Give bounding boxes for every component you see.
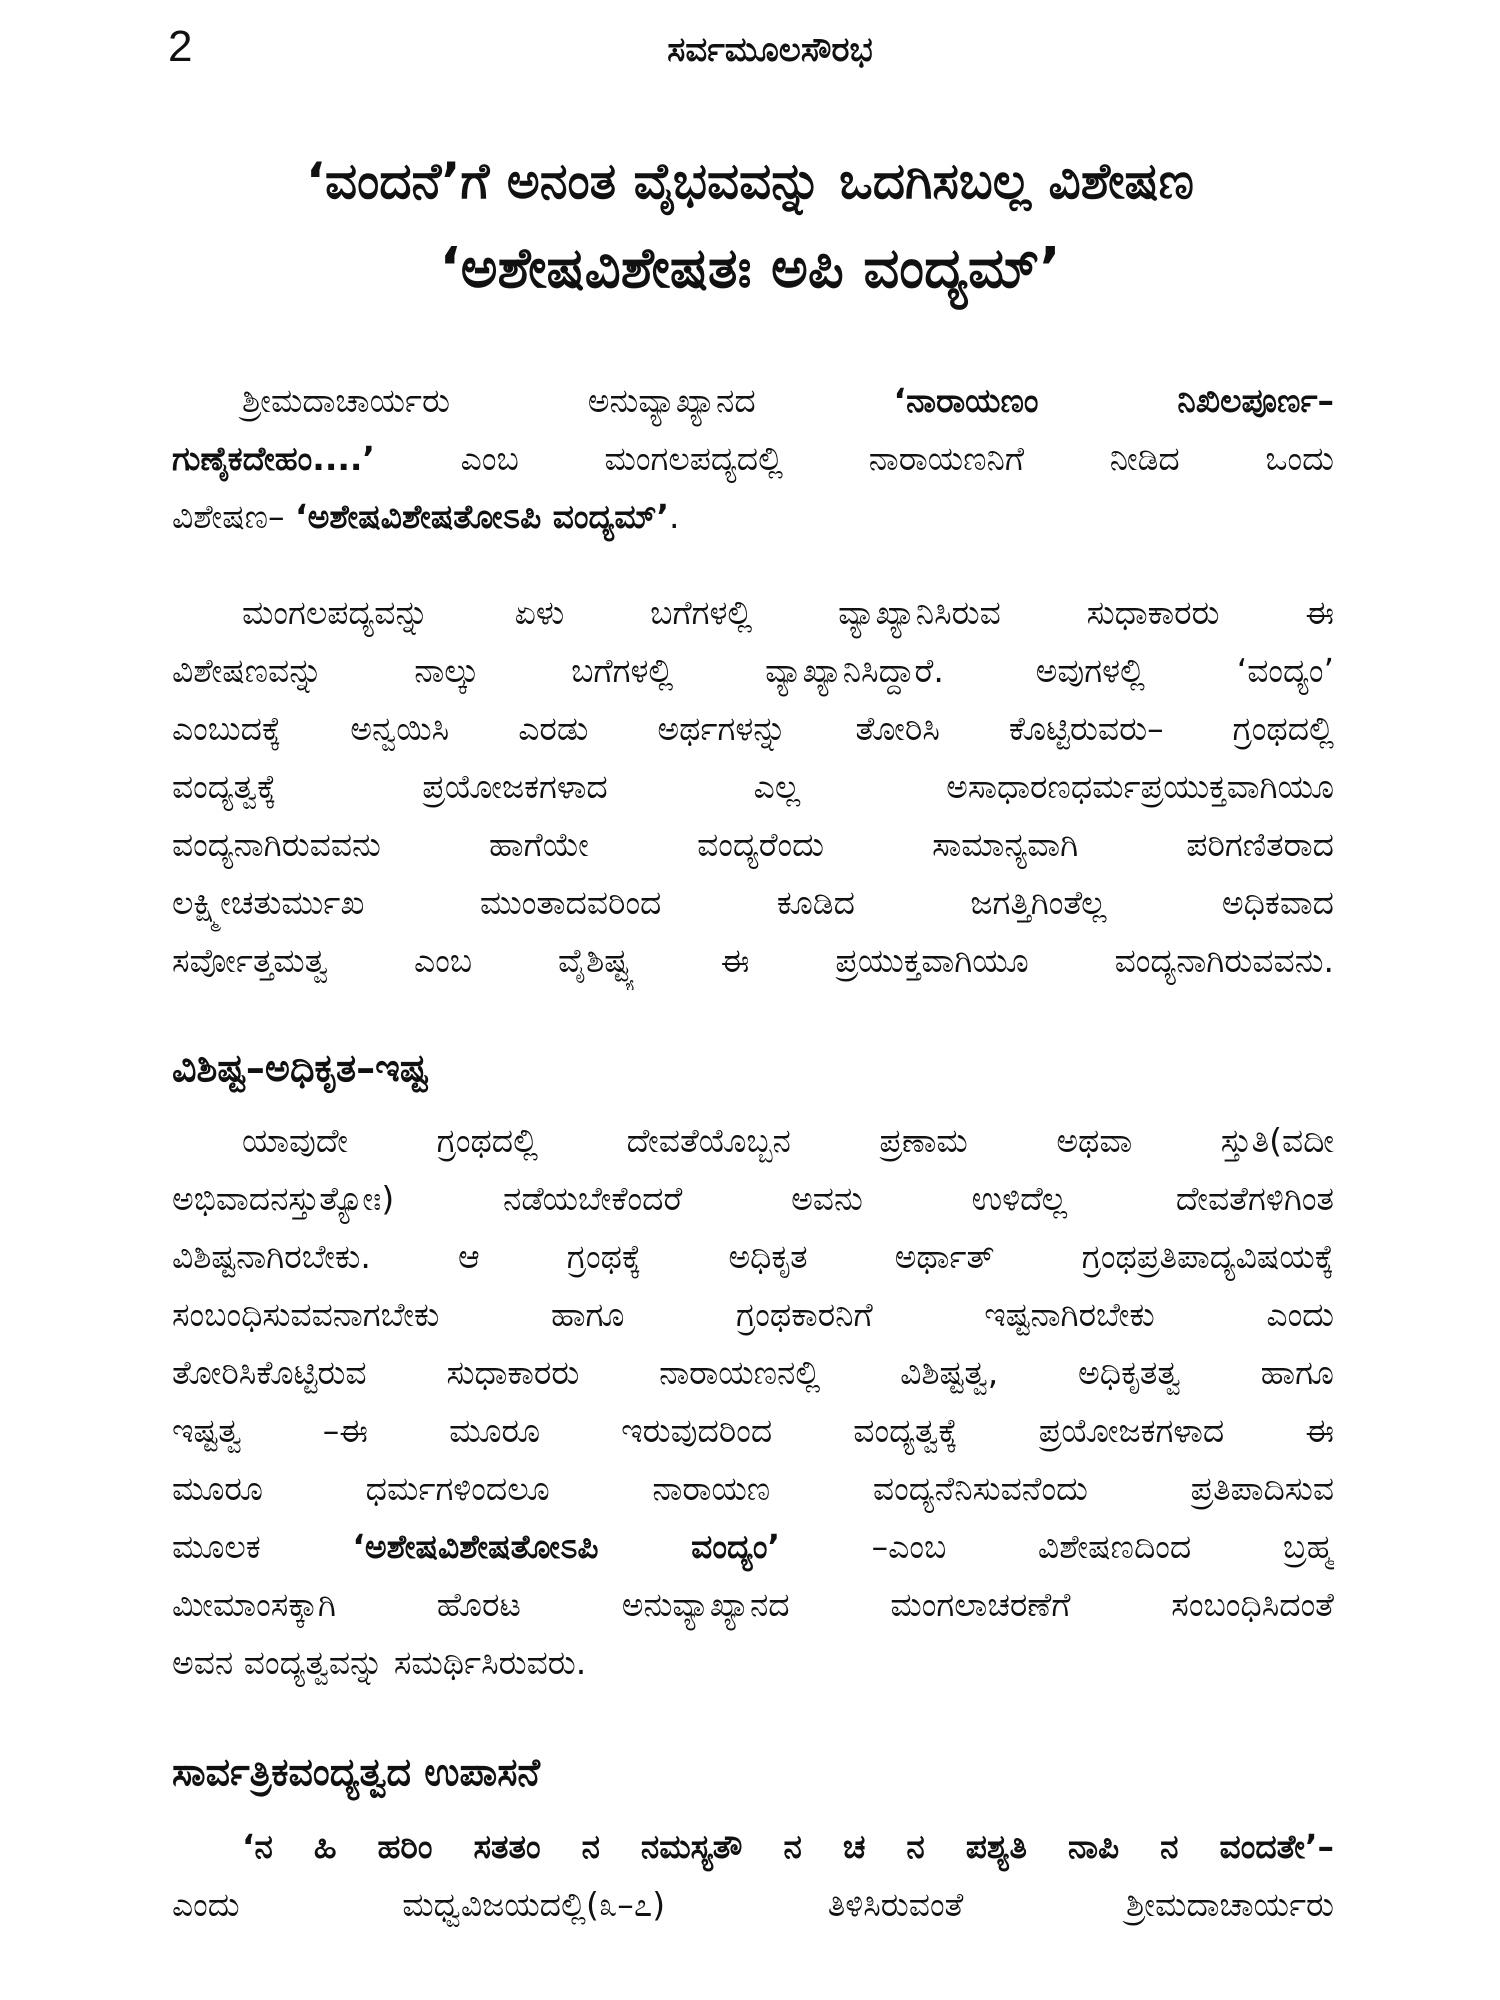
paragraph-3 bbox=[172, 1112, 1334, 1692]
text-line: ಇಷ್ಟತ್ವ –ಈ ಮೂರೂ ಇರುವುದರಿಂದ ವಂದ್ಯತ್ವಕ್ಕೆ ಪ್ರಯೋಜಕಗಳಾದ ಈ bbox=[172, 1411, 1334, 1450]
text-span: ವಿಶೇಷಣ– bbox=[172, 497, 296, 536]
text-line: ಅಭಿವಾದನಸ್ತುತ್ಯೋಃ) ನಡೆಯಬೇಕೆಂದರೆ ಅವನು ಉಳಿದೆಲ್ಲ ದೇವತೆಗಳಿಗಿಂತ bbox=[172, 1179, 1334, 1218]
text-line bbox=[172, 430, 1334, 488]
text-line: ಮೀಮಾಂಸಕ್ಕಾಗಿ ಹೊರಟ ಅನುವ್ಯಾಖ್ಯಾನದ ಮಂಗಲಾಚರಣೆಗೆ ಸಂಬಂಧಿಸಿದಂತೆ bbox=[172, 1585, 1334, 1624]
text-span: ಎಂಬ ಮಂಗಲಪದ್ಯದಲ್ಲಿ ನಾರಾಯಣನಿಗೆ ನೀಡಿದ ಒಂದು bbox=[374, 439, 1334, 478]
text-line: ಎಂದು ಮಧ್ವವಿಜಯದಲ್ಲಿ(೩–೭) ತಿಳಿಸಿರುವಂತೆ ಶ್ರೀಮದಾಚಾರ್ಯರು bbox=[172, 1885, 1334, 1924]
text-span: ಶ್ರೀಮದಾಚಾರ್ಯರು ಅನುವ್ಯಾಖ್ಯಾನದ bbox=[242, 381, 894, 420]
section-heading-1: ವಿಶಿಷ್ಟ–ಅಧಿಕೃತ–ಇಷ್ಟ bbox=[172, 1046, 429, 1090]
bold-quote: ‘ಅಶೇಷವಿಶೇಷತೋಽಪಿ ವಂದ್ಯಮ್’ bbox=[295, 497, 670, 536]
text-line: ಎಂಬುದಕ್ಕೆ ಅನ್ವಯಿಸಿ ಎರಡು ಅರ್ಥಗಳನ್ನು ತೋರಿಸಿ ಕೊಟ್ಟಿರುವರು– ಗ್ರಂಥದಲ್ಲಿ bbox=[172, 709, 1334, 748]
text-line bbox=[172, 372, 1334, 430]
text-span: –ಎಂಬ ವಿಶೇಷಣದಿಂದ ಬ್ರಹ್ಮ bbox=[780, 1527, 1334, 1566]
text-line: ಮಂಗಲಪದ್ಯವನ್ನು ಏಳು ಬಗೆಗಳಲ್ಲಿ ವ್ಯಾಖ್ಯಾನಿಸಿರುವ ಸುಧಾಕಾರರು ಈ bbox=[242, 593, 1334, 632]
text-line: ವಿಶಿಷ್ಟನಾಗಿರಬೇಕು. ಆ ಗ್ರಂಥಕ್ಕೆ ಅಧಿಕೃತ ಅರ್ಥಾತ್ ಗ್ರಂಥಪ್ರತಿಪಾದ್ಯವಿಷಯಕ್ಕೆ bbox=[172, 1237, 1334, 1276]
text-line bbox=[172, 1818, 1334, 1876]
text-span: . bbox=[669, 497, 680, 536]
text-line bbox=[172, 1518, 1334, 1576]
paragraph-4 bbox=[172, 1818, 1334, 1934]
chapter-title-line-1: ‘ವಂದನೆ’ಗೆ ಅನಂತ ವೈಭವವನ್ನು ಒದಗಿಸಬಲ್ಲ ವಿಶೇಷಣ bbox=[305, 152, 1195, 210]
text-span: ಮೂಲಕ bbox=[172, 1527, 353, 1566]
chapter-title-line-2: ‘ಅಶೇಷವಿಶೇಷತಃ ಅಪಿ ವಂದ್ಯಮ್’ bbox=[439, 236, 1061, 301]
text-line: ಲಕ್ಷ್ಮೀಚತುರ್ಮುಖ ಮುಂತಾದವರಿಂದ ಕೂಡಿದ ಜಗತ್ತಿಗಿಂತೆಲ್ಲ ಅಧಿಕವಾದ bbox=[172, 883, 1334, 922]
section-heading-2: ಸಾರ್ವತ್ರಿಕವಂದ್ಯತ್ವದ ಉಪಾಸನೆ bbox=[172, 1750, 541, 1794]
page-number: 2 bbox=[168, 22, 193, 71]
running-title: ಸರ್ವಮೂಲಸೌರಭ bbox=[667, 30, 873, 70]
text-line: ಮೂರೂ ಧರ್ಮಗಳಿಂದಲೂ ನಾರಾಯಣ ವಂದ್ಯನೆನಿಸುವನೆಂದು ಪ್ರತಿಪಾದಿಸುವ bbox=[172, 1469, 1334, 1508]
text-span: – bbox=[1317, 1827, 1334, 1866]
text-line: ವಂದ್ಯನಾಗಿರುವವನು ಹಾಗೆಯೇ ವಂದ್ಯರೆಂದು ಸಾಮಾನ್ಯವಾಗಿ ಪರಿಗಣಿತರಾದ bbox=[172, 825, 1334, 864]
text-line: ಸರ್ವೋತ್ತಮತ್ವ ಎಂಬ ವೈಶಿಷ್ಟ್ಯ ಈ ಪ್ರಯುಕ್ತವಾಗಿಯೂ ವಂದ್ಯನಾಗಿರುವವನು. bbox=[172, 941, 1334, 980]
text-line: ವಂದ್ಯತ್ವಕ್ಕೆ ಪ್ರಯೋಜಕಗಳಾದ ಎಲ್ಲ ಅಸಾಧಾರಣಧರ್ಮಪ್ರಯುಕ್ತವಾಗಿಯೂ bbox=[172, 767, 1334, 806]
text-line bbox=[172, 488, 1334, 546]
text-line: ಸಂಬಂಧಿಸುವವನಾಗಬೇಕು ಹಾಗೂ ಗ್ರಂಥಕಾರನಿಗೆ ಇಷ್ಟನಾಗಿರಬೇಕು ಎಂದು bbox=[172, 1295, 1334, 1334]
text-line: ತೋರಿಸಿಕೊಟ್ಟಿರುವ ಸುಧಾಕಾರರು ನಾರಾಯಣನಲ್ಲಿ ವಿಶಿಷ್ಟತ್ವ, ಅಧಿಕೃತತ್ವ ಹಾಗೂ bbox=[172, 1353, 1334, 1392]
paragraph-2 bbox=[172, 584, 1334, 990]
bold-quote: ‘ನಾರಾಯಣಂ ನಿಖಿಲಪೂರ್ಣ– bbox=[893, 381, 1334, 420]
bold-quote: ‘ನ ಹಿ ಹರಿಂ ಸತತಂ ನ ನಮಸ್ಯತೌ ನ ಚ ನ ಪಶ್ಯತಿ ನಾಪಿ ನ ವಂದತೇ’ bbox=[242, 1827, 1318, 1866]
bold-quote: ‘ಅಶೇಷವಿಶೇಷತೋಽಪಿ ವಂದ್ಯಂ’ bbox=[352, 1527, 780, 1566]
text-line: ಯಾವುದೇ ಗ್ರಂಥದಲ್ಲಿ ದೇವತೆಯೊಬ್ಬನ ಪ್ರಣಾಮ ಅಥವಾ ಸ್ತುತಿ(ವದೀ bbox=[242, 1121, 1334, 1160]
paragraph-1 bbox=[172, 372, 1334, 546]
bold-quote: ಗುಣೈಕದೇಹಂ....’ bbox=[172, 439, 375, 478]
text-line: ವಿಶೇಷಣವನ್ನು ನಾಲ್ಕು ಬಗೆಗಳಲ್ಲಿ ವ್ಯಾಖ್ಯಾನಿಸಿದ್ದಾರೆ. ಅವುಗಳಲ್ಲಿ ‘ವಂದ್ಯಂ’ bbox=[172, 651, 1334, 690]
text-line: ಅವನ ವಂದ್ಯತ್ವವನ್ನು ಸಮರ್ಥಿಸಿರುವರು. bbox=[172, 1643, 587, 1682]
